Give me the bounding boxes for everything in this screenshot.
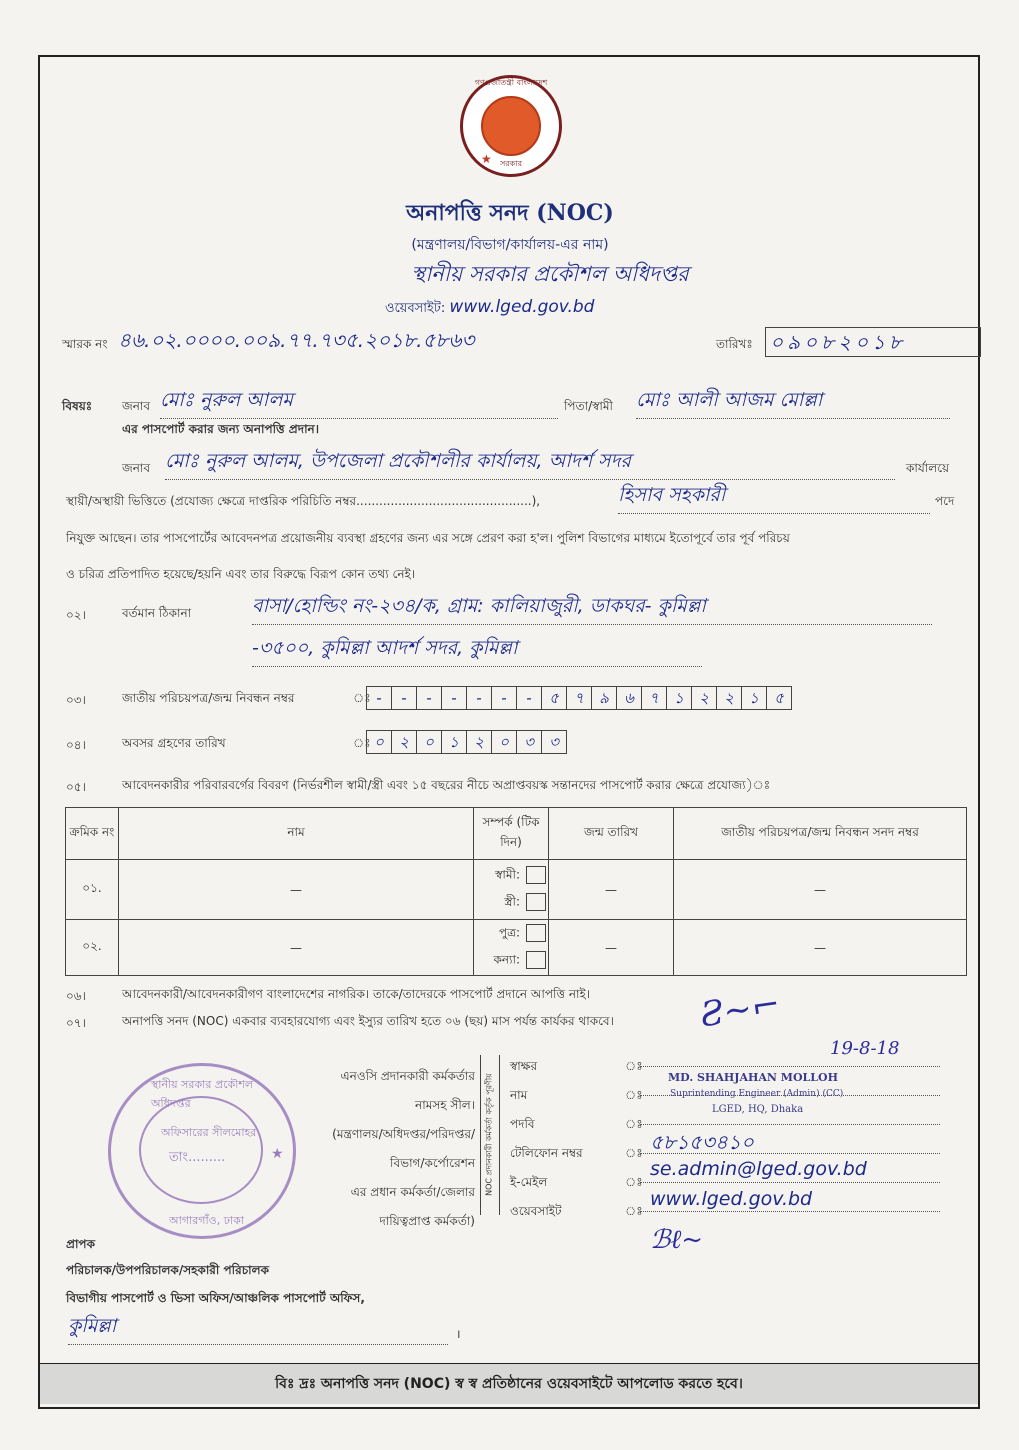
digit-box: - (366, 686, 392, 710)
relation-option: পুত্র: (498, 925, 520, 940)
relation-checkbox[interactable] (526, 924, 546, 942)
relation-option: স্বামী: (495, 867, 520, 882)
address-number: ০২। (66, 608, 86, 622)
seal-emblem-icon (481, 96, 541, 156)
digit-box: ১ (441, 730, 467, 754)
nid-label: জাতীয় পরিচয়পত্র/জন্ম নিবন্ধন নম্বর (122, 691, 295, 705)
note-6-number: ০৬। (66, 989, 86, 1003)
stamp-ring-text: স্থানীয় সরকার প্রকৌশল অধিদপ্তর (151, 1078, 254, 1110)
officer-office-stamp: LGED, HQ, Dhaka (712, 1104, 804, 1115)
row-nid: — (674, 920, 967, 976)
digit-box: ৩ (541, 730, 567, 754)
initial-signature: ℬℓ~ (650, 1225, 704, 1255)
relation-option: স্ত্রী: (504, 894, 520, 908)
officer-name-stamp: MD. SHAHJAHAN MOLLOH (668, 1071, 839, 1084)
subject-label: বিষয়ঃ (62, 399, 93, 413)
col-name: নাম (119, 808, 474, 860)
seal-top-text: গণপ্রজাতন্ত্রী বাংলাদেশ (474, 78, 548, 87)
page-title: অনাপত্তি সনদ (NOC) (406, 200, 614, 226)
officer-website: www.lged.gov.bd (650, 1188, 813, 1210)
row-serial: ০১. (66, 860, 119, 920)
relation-checkbox[interactable] (526, 893, 546, 911)
footer-note: বিঃ দ্রঃ অনাপত্তি সনদ (NOC) স্ব স্ব প্রতিষ্ঠানের ওয়েবসাইটে আপলোড করতে হবে। (40, 1363, 978, 1404)
row-name: — (119, 920, 474, 976)
officer-instructions: এনওসি প্রদানকারী কর্মকর্তার নামসহ সীল। (মন্ত্রণালয়/অধিদপ্তর/পরিদপ্তর/ বিভাগ/কর্পোরেশন এর প্রধান কর্মকর্তা/জেলার দায়িত্বপ্রাপ্ত কর্মকর্তা) (332, 1069, 475, 1228)
officer-field-labels: স্বাক্ষর নাম পদবি টেলিফোন নম্বর ই-মেইল ওয়েবসাইট (510, 1059, 583, 1218)
nid-digit-boxes (366, 686, 791, 710)
recipient-line-1: পরিচালক/উপপরিচালক/সহকারী পরিচালক (66, 1263, 269, 1277)
note-7-number: ০৭। (66, 1016, 86, 1030)
government-seal (460, 75, 562, 177)
digit-box: - (441, 686, 467, 710)
digit-box: ০ (416, 730, 442, 754)
officer-phone: ৫৮১৫৩৪১০ (650, 1130, 754, 1154)
digit-box: - (491, 686, 517, 710)
digit-box: ২ (466, 730, 492, 754)
note-7: অনাপত্তি সনদ (NOC) একবার ব্যবহারযোগ্য এবং ইস্যুর তারিখ হতে ০৬ (ছয়) মাস পর্যন্ত কার্যকর থাকবে। (122, 1014, 614, 1028)
digit-box: ০ (366, 730, 392, 754)
officer-signature: Ƨ~⌐ (697, 984, 783, 1036)
digit-box: ২ (691, 686, 717, 710)
office-detail: মোঃ নুরুল আলম, উপজেলা প্রকৌশলীর কার্যালয়, আদর্শ সদর (165, 447, 895, 480)
applicant-name: মোঃ নুরুল আলম (160, 386, 558, 419)
note-6: আবেদনকারী/আবেদনকারীগণ বাংলাদেশের নাগরিক। তাকে/তাদেরকে পাসপোর্ট প্রদানে আপত্তি নাই। (122, 987, 591, 1001)
officer-designation-stamp: Suprintending Engineer (Admin) (CC) (670, 1089, 844, 1099)
office-name: স্থানীয় সরকার প্রকৌশল অধিদপ্তর (411, 262, 689, 286)
signature-date: 19-8-18 (830, 1038, 900, 1059)
digit-box: - (516, 686, 542, 710)
table-row (66, 920, 967, 976)
retire-number-label: ০৪। (66, 738, 86, 752)
digit-box: ৭ (641, 686, 667, 710)
table-row (66, 860, 967, 920)
subject-mr: জনাব (122, 399, 151, 413)
father-label: পিতা/স্বামী (564, 399, 613, 413)
seal-bottom-text: সরকার (499, 159, 522, 168)
officer-email: se.admin@lged.gov.bd (650, 1158, 867, 1180)
digit-box: ৫ (541, 686, 567, 710)
col-nid: জাতীয় পরিচয়পত্র/জন্ম নিবন্ধন সনদ নম্বর (674, 808, 967, 860)
recipient-city: কুমিল্লা (68, 1312, 448, 1345)
address-label: বর্তমান ঠিকানা (122, 606, 192, 620)
retire-label: অবসর গ্রহণের তারিখ (122, 736, 226, 750)
body-paragraph-1: নিযুক্ত আছেন। তার পাসপোর্টের আবেদনপত্র প্রয়োজনীয় ব্যবস্থা গ্রহণের জন্য এর সঙ্গে প্রেরণ করা হ'ল। পুলিশ বিভাগের মাধ্যমে ইতোপূর্বে তার পূর্ব পরিচয় (66, 531, 790, 545)
relation-option: কন্যা: (493, 952, 520, 966)
digit-box: - (416, 686, 442, 710)
relation-checkbox[interactable] (526, 866, 546, 884)
address-line-1: বাসা/হোল্ডিং নং-২৩৪/ক, গ্রাম: কালিয়াজুরী, ডাকঘর- কুমিল্লা (252, 592, 932, 625)
date-label: তারিখঃ (716, 337, 753, 351)
retire-digit-boxes (366, 730, 566, 754)
digit-box: ০ (491, 730, 517, 754)
address-line-2: -৩৫০০, কুমিল্লা আদর্শ সদর, কুমিল্লা (252, 634, 702, 667)
family-number-label: ০৫। (66, 780, 86, 794)
permanent-text: স্থায়ী/অস্থায়ী ভিত্তিতে (প্রযোজ্য ক্ষেত্রে দাপ্তরিক পরিচিতি নম্বর..............................................), (66, 494, 541, 508)
family-table (65, 807, 967, 976)
relation-checkbox[interactable] (526, 951, 546, 969)
designation-suffix: পদে (935, 494, 955, 508)
office-suffix: কার্যালয়ে (906, 461, 950, 475)
stamp-star-icon: ★ (271, 1146, 284, 1162)
row-name: — (119, 860, 474, 920)
digit-box: ৬ (616, 686, 642, 710)
col-serial: ক্রমিক নং (66, 808, 119, 860)
website-label: ওয়েবসাইট: (385, 301, 446, 316)
page-subtitle: (মন্ত্রণালয়/বিভাগ/কার্যালয়-এর নাম) (411, 237, 609, 253)
father-name: মোঃ আলী আজম মোল্লা (636, 386, 950, 419)
row-dob: — (549, 860, 674, 920)
stamp-date-text: তাং......... (169, 1150, 226, 1165)
digit-box: ৫ (766, 686, 792, 710)
digit-box: ৯ (591, 686, 617, 710)
recipient-label: প্রাপক (66, 1237, 95, 1251)
seal-star-icon: ★ (481, 152, 492, 166)
row-serial: ০২. (66, 920, 119, 976)
memo-label: স্মারক নং (62, 337, 108, 351)
designation: হিসাব সহকারী (618, 481, 930, 514)
digit-box: ৭ (566, 686, 592, 710)
digit-box: ১ (666, 686, 692, 710)
stamp-city-text: আগারগাঁও, ঢাকা (169, 1214, 245, 1227)
col-dob: জন্ম তারিখ (549, 808, 674, 860)
digit-box: - (466, 686, 492, 710)
body-mr: জনাব (122, 461, 151, 475)
digit-box: ২ (391, 730, 417, 754)
row-nid: — (674, 860, 967, 920)
website-value: www.lged.gov.bd (449, 297, 595, 317)
row-dob: — (549, 920, 674, 976)
vertical-label: NOC প্রদানকারী কর্মকর্তা কর্তৃক পূরণীয় (484, 1073, 494, 1196)
stamp-inner-text: অফিসারের সীলমোহর (161, 1126, 257, 1139)
office-stamp (108, 1063, 296, 1239)
nid-number-label: ০৩। (66, 693, 86, 707)
digit-box: - (391, 686, 417, 710)
recipient-line-2: বিভাগীয় পাসপোর্ট ও ভিসা অফিস/আঞ্চলিক পাসপোর্ট অফিস, (66, 1291, 365, 1305)
family-label: আবেদনকারীর পরিবারবর্গের বিবরণ (নির্ভরশীল স্বামী/স্ত্রী এবং ১৫ বছরের নীচে অপ্রাপ্তবয়স্ক সন্তানদের পাসপোর্ট করার ক্ষেত্রে প্রযোজ্য)ঃ (122, 778, 771, 792)
body-paragraph-2: ও চরিত্র প্রতিপাদিত হয়েছে/হয়নি এবং তার বিরুদ্ধে বিরূপ কোন তথ্য নেই। (66, 567, 416, 581)
col-relation: সম্পর্ক (টিক দিন) (474, 808, 549, 860)
digit-box: ২ (716, 686, 742, 710)
digit-box: ৩ (516, 730, 542, 754)
memo-number: ৪৬.০২.০০০০.০০৯.৭৭.৭৩৫.২০১৮.৫৮৬৩ (118, 328, 475, 352)
subject-line2: এর পাসপোর্ট করার জন্য অনাপত্তি প্রদান। (122, 422, 320, 436)
digit-box: ১ (741, 686, 767, 710)
issue-date: ০৯০৮২০১৮ (765, 327, 981, 357)
